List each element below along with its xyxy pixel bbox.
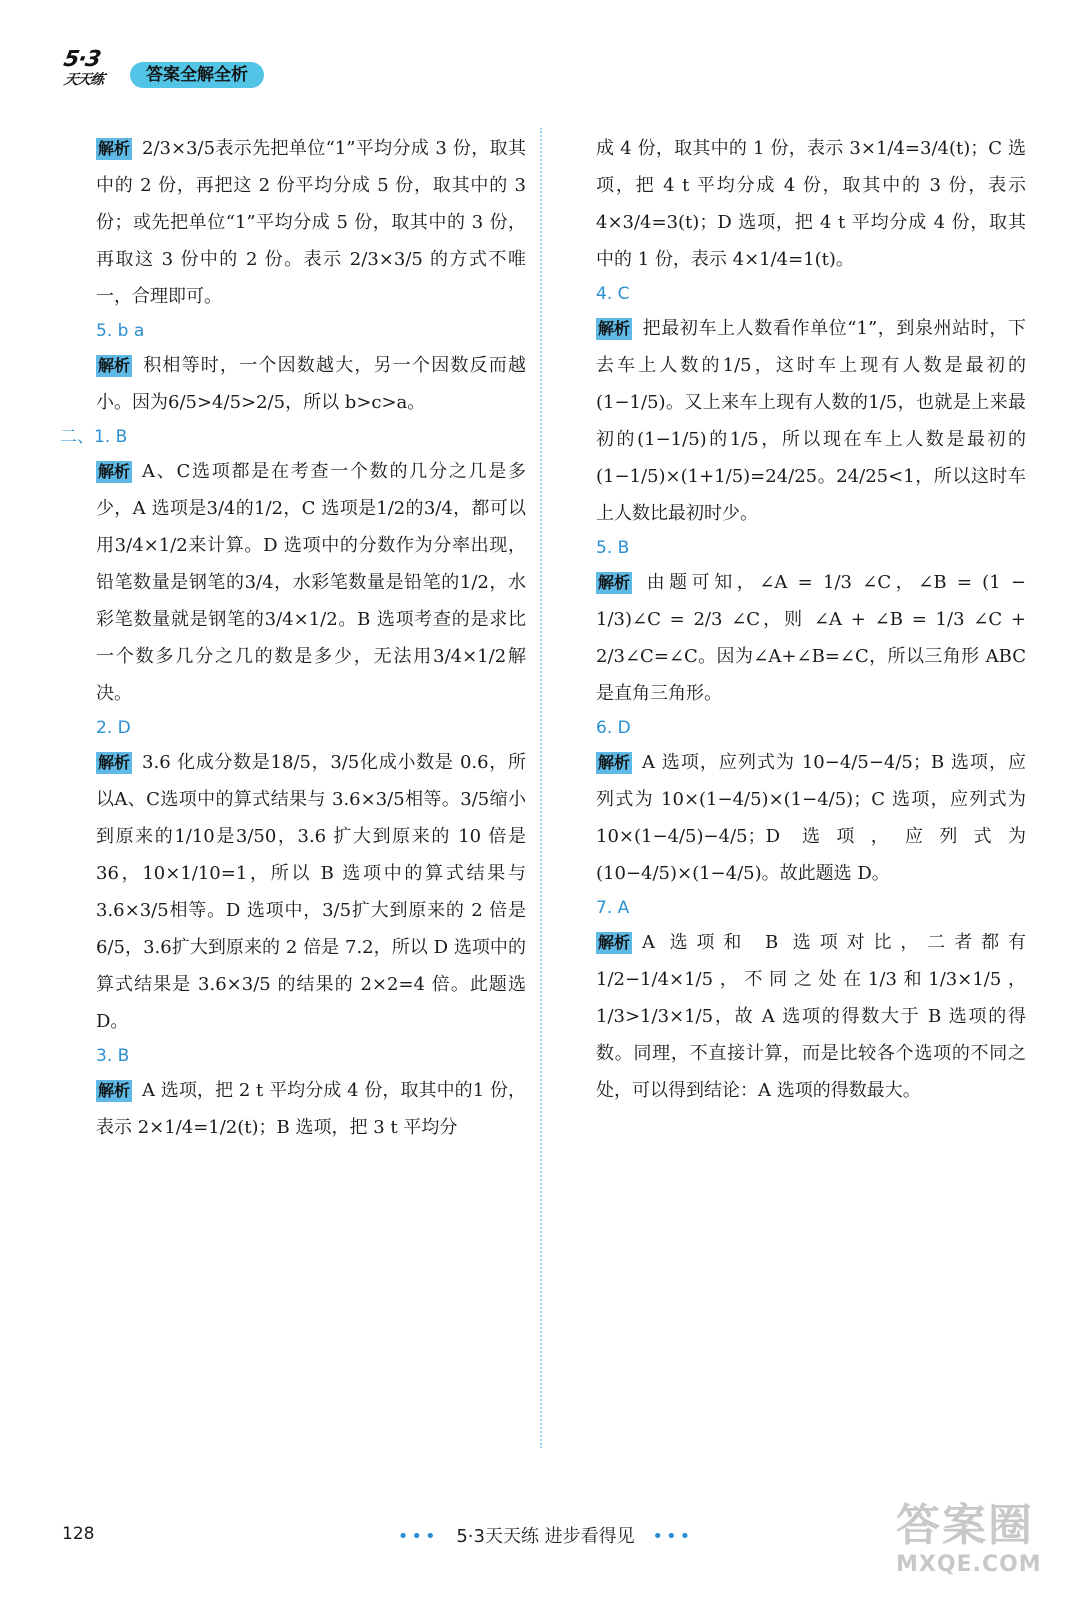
explanation-text: A 选项和 B 选项对比，二者都有1/2−1/4×1/5，不同之处在1/3和1/3×1/5，1/3>1/3×1/5，故 A 选项的得数大于 B 选项的得数。同理，不直接计算，而是比较各个选项的不同之处，可以得到结论：A 选项的得数最大。 [596,932,1026,1101]
answer-heading: 4. C [596,284,630,304]
brand-logo [62,46,132,96]
answer-heading: 7. A [596,898,630,918]
left-column [60,130,526,1146]
watermark-line2: MXQE.COM [896,1552,1042,1577]
analysis-tag: 解析 [98,753,131,772]
explanation-text: 3.6 化成分数是18/5，3/5化成小数是 0.6，所以A、C选项中的算式结果与 3.6×3/5相等。3/5缩小到原来的1/10是3/50，3.6 扩大到原来的 10 倍是 36，10×1/10=1，所以 B 选项中的算式结果与3.6×3/5相等。D 选项中，3/5扩大到原来的 2 倍是6/5，3.6扩大到原来的 2 倍是 7.2，所以 D 选项中的算式结果是 3.6×3/5 的结果的 2×2=4 倍。此题选 D。 [96,752,526,1032]
analysis-tag: 解析 [98,1081,131,1100]
explanation-text: A 选项，把 2 t 平均分成 4 份，取其中的1 份，表示 2×1/4=1/2(t)；B 选项，把 3 t 平均分 [96,1080,526,1138]
footer-slogan-text: 5·3天天练 进步看得见 [456,1526,635,1547]
explanation-paragraph [596,130,1026,278]
explanation-paragraph [596,310,1026,532]
explanation-text: 成 4 份，取其中的 1 份，表示 3×1/4=3/4(t)；C 选项，把 4 t 平均分成 4 份，取其中的 3 份，表示 4×3/4=3(t)；D 选项，把 4 t 平均分成 4 份，取其中的 1 份，表示 4×1/4=1(t)。 [596,138,1026,270]
logo-line2: 天天练 [62,72,105,88]
analysis-tag: 解析 [598,319,631,338]
answer-heading: 3. B [96,1046,130,1066]
explanation-paragraph [596,564,1026,712]
watermark [896,1500,1086,1596]
analysis-tag: 解析 [98,462,131,481]
answer-heading: 二、1. B [60,427,128,447]
analysis-tag: 解析 [98,139,131,158]
explanation-text: A、C选项都是在考查一个数的几分之几是多少，A 选项是3/4的1/2，C 选项是1/2的3/4，都可以用3/4×1/2来计算。D 选项中的分数作为分率出现，铅笔数量是钢笔的3/4，水彩笔数量是铅笔的1/2，水彩笔数量就是钢笔的3/4×1/2。B 选项考查的是求比一个数多几分之几的数是多少，无法用3/4×1/2解决。 [96,461,526,704]
explanation-text: 2/3×3/5表示先把单位“1”平均分成 3 份，取其中的 2 份，再把这 2 份平均分成 5 份，取其中的 3 份；或先把单位“1”平均分成 5 份，取其中的 3 份，再取这 3 份中的 2 份。表示 2/3×3/5 的方式不唯一，合理即可。 [96,138,526,307]
analysis-tag: 解析 [598,573,631,592]
analysis-tag: 解析 [98,356,131,375]
answer-heading: 6. D [596,718,631,738]
footer-dots-left: ••• [397,1526,439,1547]
watermark-line1: 答案圈 [896,1500,1034,1551]
page-header [62,46,362,96]
explanation-paragraph [596,924,1026,1109]
explanation-text: 把最初车上人数看作单位“1”，到泉州站时，下去车上人数的1/5，这时车上现有人数是最初的(1−1/5)。又上来车上现有人数的1/5，也就是上来最初的(1−1/5)的1/5，所以现在车上人数是最初的(1−1/5)×(1+1/5)=24/25。24/25<1，所以这时车上人数比最初时少。 [596,318,1026,524]
answer-heading: 5. B [596,538,630,558]
explanation-paragraph [96,1072,526,1146]
page-number: 128 [62,1524,95,1544]
explanation-paragraph [96,453,526,712]
logo-line1: 5·3 [61,47,103,72]
explanation-text: 由题可知，∠A = 1/3 ∠C，∠B = (1 − 1/3)∠C = 2/3 ∠C，则 ∠A + ∠B = 1/3 ∠C + 2/3∠C=∠C。因为∠A+∠B=∠C，所以三角形 ABC 是直角三角形。 [596,572,1026,704]
answer-heading: 5. b a [96,321,145,341]
column-divider [540,128,542,1448]
explanation-paragraph [96,130,526,315]
explanation-paragraph [96,347,526,421]
answer-heading: 2. D [96,718,131,738]
explanation-paragraph [596,744,1026,892]
explanation-text: A 选项，应列式为 10−4/5−4/5；B 选项，应列式为 10×(1−4/5)×(1−4/5)；C 选项，应列式为 10×(1−4/5)−4/5；D 选项，应列式为(10−4/5)×(1−4/5)。故此题选 D。 [596,752,1026,884]
header-badge: 答案全解全析 [130,62,264,88]
analysis-tag: 解析 [598,933,631,952]
analysis-tag: 解析 [598,753,631,772]
right-column [596,130,1026,1109]
explanation-text: 积相等时，一个因数越大，另一个因数反而越小。因为6/5>4/5>2/5，所以 b>c>a。 [96,355,526,413]
footer-dots-right: ••• [652,1526,694,1547]
explanation-paragraph [96,744,526,1040]
